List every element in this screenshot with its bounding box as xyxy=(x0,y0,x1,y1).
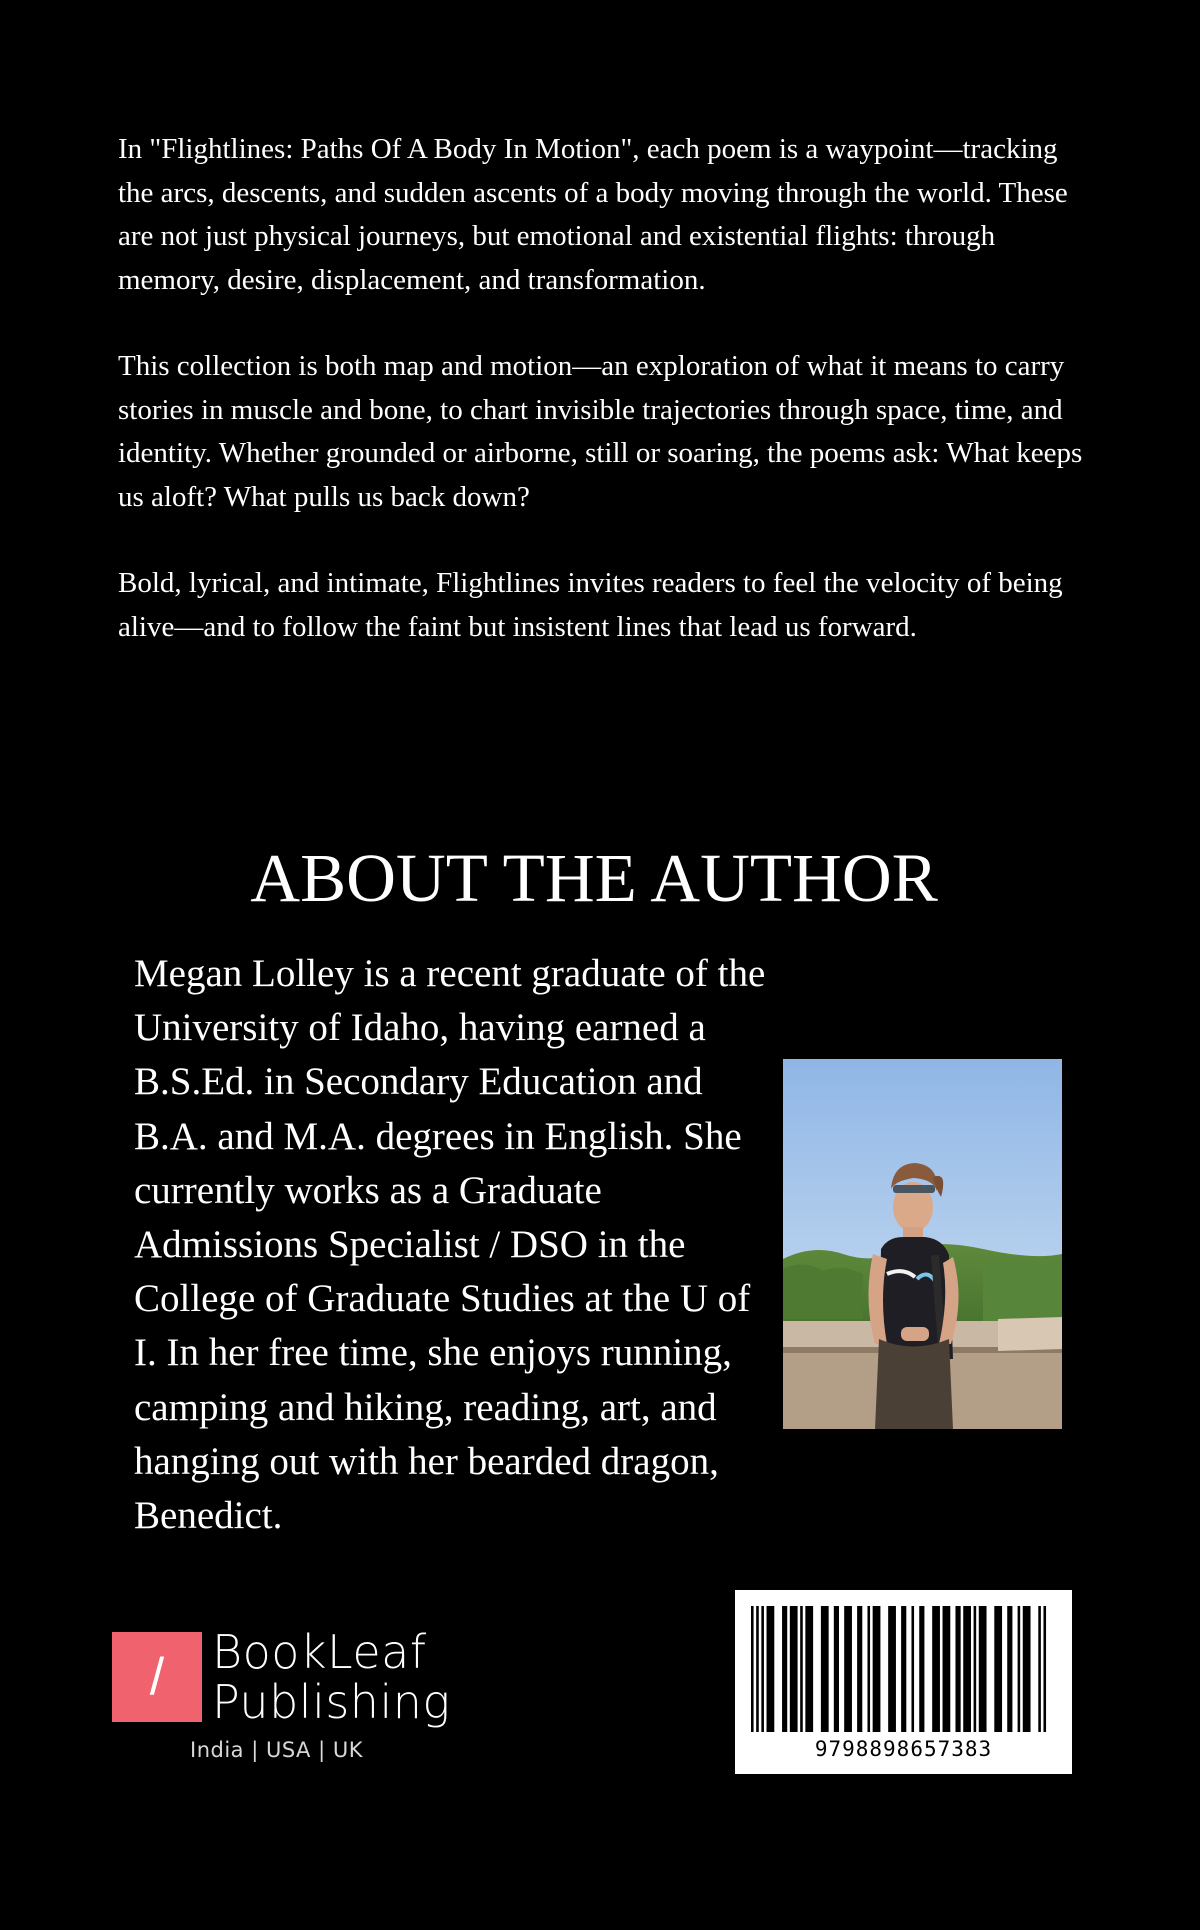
barcode-bar xyxy=(782,1606,787,1732)
barcode-bar xyxy=(979,1606,987,1732)
blurb-paragraph-2: This collection is both map and motion—an exploration of what it means to carry stories in muscle and bone, to chart invisible trajectories through space, time, and identity. Whether grounded or airborne, still or soaring, the poems ask: What keeps us aloft? What pulls us back down? xyxy=(118,350,1083,513)
isbn-barcode xyxy=(735,1590,1072,1774)
barcode-bar xyxy=(888,1606,896,1732)
book-blurb xyxy=(118,128,1088,692)
blurb-paragraph-1: In "Flightlines: Paths Of A Body In Motion", each poem is a waypoint—tracking the arcs, descents, and sudden ascents of a body moving through the world. These are not just physical journeys, but emotional and existential flights: through memory, desire, displacement, and transformation. xyxy=(118,133,1068,296)
author-photo-illustration xyxy=(783,1059,1062,1429)
barcode-bar xyxy=(955,1606,960,1732)
barcode-bar xyxy=(963,1606,971,1732)
publisher-logo xyxy=(112,1625,472,1772)
barcode-bar xyxy=(867,1606,870,1732)
barcode-bar xyxy=(873,1606,881,1732)
barcode-bar xyxy=(761,1606,764,1732)
barcode-bars xyxy=(751,1606,1059,1732)
barcode-bar xyxy=(919,1606,924,1732)
barcode-bar xyxy=(751,1606,754,1732)
barcode-bar xyxy=(805,1606,813,1732)
barcode-bar xyxy=(756,1606,759,1732)
barcode-bar xyxy=(821,1606,829,1732)
barcode-bar xyxy=(994,1606,1002,1732)
barcode-bar xyxy=(974,1606,977,1732)
about-author-heading: ABOUT THE AUTHOR xyxy=(250,840,938,916)
author-photo xyxy=(783,1059,1062,1429)
barcode-bar xyxy=(901,1606,906,1732)
barcode-bar xyxy=(1018,1606,1021,1732)
barcode-bar xyxy=(911,1606,914,1732)
author-bio: Megan Lolley is a recent graduate of the University of Idaho, having earned a B.S.Ed. in Secondary Education and B.A. and M.A. degrees in English. She currently works as a Graduate Admissions Specialist / DSO in the College of Graduate Studies at the U of I. In her free time, she enjoys running, camping and hiking, reading, art, and hanging out with her bearded dragon, Benedict. xyxy=(134,952,766,1538)
barcode-bar xyxy=(1023,1606,1031,1732)
barcode-bar xyxy=(1043,1606,1046,1732)
barcode-bar xyxy=(1038,1606,1041,1732)
barcode-bar xyxy=(834,1606,839,1732)
blurb-paragraph-3: Bold, lyrical, and intimate, Flightlines invites readers to feel the velocity of being alive—and to follow the faint but insistent lines that lead us forward. xyxy=(118,567,1063,643)
isbn-number: 9798898657383 xyxy=(814,1737,993,1761)
barcode-bar xyxy=(767,1606,775,1732)
slash-icon: / xyxy=(149,1648,165,1706)
barcode-bar xyxy=(790,1606,798,1732)
barcode-bar xyxy=(943,1606,951,1732)
publisher-logo-mark xyxy=(112,1632,202,1722)
publisher-regions: India | USA | UK xyxy=(190,1738,363,1762)
barcode-bar xyxy=(844,1606,852,1732)
barcode-bar xyxy=(800,1606,803,1732)
barcode-bar xyxy=(932,1606,940,1732)
publisher-name-line1: BookLeaf xyxy=(212,1625,427,1679)
barcode-bar xyxy=(1007,1606,1012,1732)
publisher-name-line2: Publishing xyxy=(212,1675,451,1729)
barcode-bar xyxy=(857,1606,862,1732)
